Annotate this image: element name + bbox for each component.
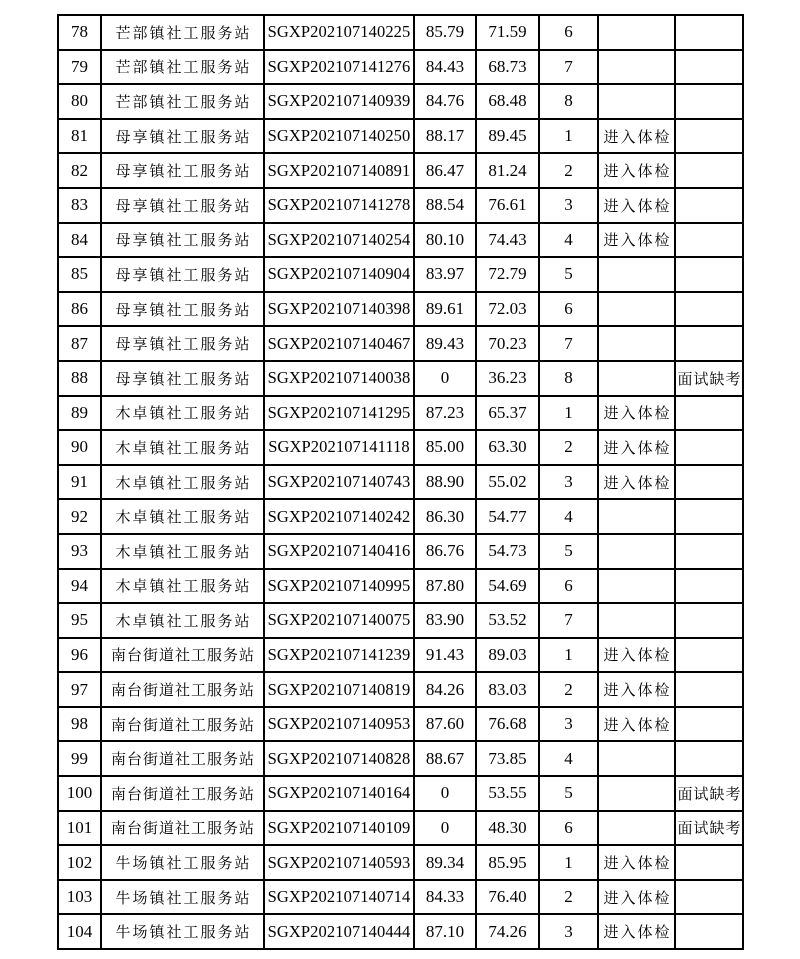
table-row — [58, 188, 743, 223]
table-row — [58, 292, 743, 327]
interview-score-cell: 88.54 — [414, 188, 476, 223]
station-name-cell: 母享镇社工服务站 — [101, 257, 264, 292]
interview-score-cell: 85.79 — [414, 15, 476, 50]
row-number-cell: 93 — [58, 534, 101, 569]
candidate-code-cell: SGXP202107140743 — [264, 465, 414, 500]
remark-cell — [675, 153, 743, 188]
interview-score-cell: 0 — [414, 811, 476, 846]
interview-score-cell: 89.61 — [414, 292, 476, 327]
station-name-cell: 牛场镇社工服务站 — [101, 880, 264, 915]
status-cell: 进入体检 — [598, 396, 675, 431]
interview-score-cell: 86.76 — [414, 534, 476, 569]
total-score-cell: 65.37 — [476, 396, 539, 431]
rank-cell: 7 — [539, 603, 598, 638]
interview-score-cell: 87.23 — [414, 396, 476, 431]
station-name-cell: 木卓镇社工服务站 — [101, 465, 264, 500]
candidate-code-cell: SGXP202107140416 — [264, 534, 414, 569]
rank-cell: 3 — [539, 188, 598, 223]
remark-cell — [675, 50, 743, 85]
total-score-cell: 85.95 — [476, 845, 539, 880]
total-score-cell: 72.79 — [476, 257, 539, 292]
table-row — [58, 326, 743, 361]
station-name-cell: 南台街道社工服务站 — [101, 776, 264, 811]
rank-cell: 5 — [539, 776, 598, 811]
status-cell: 进入体检 — [598, 430, 675, 465]
station-name-cell: 母享镇社工服务站 — [101, 223, 264, 258]
status-cell — [598, 15, 675, 50]
candidate-code-cell: SGXP202107140819 — [264, 672, 414, 707]
row-number-cell: 78 — [58, 15, 101, 50]
candidate-code-cell: SGXP202107140254 — [264, 223, 414, 258]
row-number-cell: 98 — [58, 707, 101, 742]
results-table-body — [58, 15, 743, 949]
table-row — [58, 396, 743, 431]
interview-score-cell: 87.10 — [414, 914, 476, 949]
candidate-code-cell: SGXP202107141276 — [264, 50, 414, 85]
table-row — [58, 776, 743, 811]
status-cell: 进入体检 — [598, 119, 675, 154]
status-cell — [598, 534, 675, 569]
remark-cell — [675, 84, 743, 119]
total-score-cell: 76.61 — [476, 188, 539, 223]
remark-cell — [675, 15, 743, 50]
station-name-cell: 木卓镇社工服务站 — [101, 396, 264, 431]
remark-cell: 面试缺考 — [675, 361, 743, 396]
candidate-code-cell: SGXP202107140225 — [264, 15, 414, 50]
status-cell — [598, 50, 675, 85]
table-row — [58, 15, 743, 50]
remark-cell — [675, 741, 743, 776]
candidate-code-cell: SGXP202107140714 — [264, 880, 414, 915]
interview-score-cell: 83.90 — [414, 603, 476, 638]
rank-cell: 8 — [539, 361, 598, 396]
total-score-cell: 70.23 — [476, 326, 539, 361]
row-number-cell: 81 — [58, 119, 101, 154]
status-cell — [598, 741, 675, 776]
interview-score-cell: 83.97 — [414, 257, 476, 292]
row-number-cell: 84 — [58, 223, 101, 258]
table-row — [58, 569, 743, 604]
rank-cell: 8 — [539, 84, 598, 119]
row-number-cell: 83 — [58, 188, 101, 223]
table-row — [58, 534, 743, 569]
table-row — [58, 845, 743, 880]
interview-score-cell: 0 — [414, 776, 476, 811]
table-row — [58, 257, 743, 292]
station-name-cell: 南台街道社工服务站 — [101, 707, 264, 742]
status-cell: 进入体检 — [598, 880, 675, 915]
table-row — [58, 811, 743, 846]
row-number-cell: 101 — [58, 811, 101, 846]
interview-score-cell: 88.17 — [414, 119, 476, 154]
total-score-cell: 89.45 — [476, 119, 539, 154]
table-row — [58, 361, 743, 396]
table-row — [58, 707, 743, 742]
total-score-cell: 83.03 — [476, 672, 539, 707]
results-table — [57, 14, 744, 950]
station-name-cell: 母享镇社工服务站 — [101, 188, 264, 223]
status-cell: 进入体检 — [598, 465, 675, 500]
interview-score-cell: 87.80 — [414, 569, 476, 604]
remark-cell — [675, 880, 743, 915]
row-number-cell: 91 — [58, 465, 101, 500]
remark-cell — [675, 499, 743, 534]
status-cell — [598, 811, 675, 846]
candidate-code-cell: SGXP202107140828 — [264, 741, 414, 776]
remark-cell — [675, 914, 743, 949]
candidate-code-cell: SGXP202107141278 — [264, 188, 414, 223]
candidate-code-cell: SGXP202107140467 — [264, 326, 414, 361]
table-row — [58, 50, 743, 85]
remark-cell — [675, 257, 743, 292]
candidate-code-cell: SGXP202107140109 — [264, 811, 414, 846]
remark-cell — [675, 188, 743, 223]
total-score-cell: 76.68 — [476, 707, 539, 742]
total-score-cell: 76.40 — [476, 880, 539, 915]
station-name-cell: 木卓镇社工服务站 — [101, 499, 264, 534]
row-number-cell: 97 — [58, 672, 101, 707]
station-name-cell: 南台街道社工服务站 — [101, 741, 264, 776]
status-cell — [598, 257, 675, 292]
rank-cell: 2 — [539, 430, 598, 465]
remark-cell — [675, 119, 743, 154]
rank-cell: 5 — [539, 257, 598, 292]
station-name-cell: 母享镇社工服务站 — [101, 292, 264, 327]
total-score-cell: 68.48 — [476, 84, 539, 119]
station-name-cell: 南台街道社工服务站 — [101, 638, 264, 673]
candidate-code-cell: SGXP202107140398 — [264, 292, 414, 327]
total-score-cell: 54.69 — [476, 569, 539, 604]
station-name-cell: 南台街道社工服务站 — [101, 672, 264, 707]
row-number-cell: 95 — [58, 603, 101, 638]
table-row — [58, 153, 743, 188]
station-name-cell: 牛场镇社工服务站 — [101, 914, 264, 949]
candidate-code-cell: SGXP202107140904 — [264, 257, 414, 292]
candidate-code-cell: SGXP202107140891 — [264, 153, 414, 188]
interview-score-cell: 85.00 — [414, 430, 476, 465]
station-name-cell: 木卓镇社工服务站 — [101, 569, 264, 604]
rank-cell: 3 — [539, 914, 598, 949]
table-row — [58, 741, 743, 776]
status-cell — [598, 499, 675, 534]
rank-cell: 7 — [539, 326, 598, 361]
remark-cell — [675, 638, 743, 673]
interview-score-cell: 84.43 — [414, 50, 476, 85]
remark-cell — [675, 707, 743, 742]
remark-cell — [675, 292, 743, 327]
row-number-cell: 82 — [58, 153, 101, 188]
table-row — [58, 603, 743, 638]
rank-cell: 4 — [539, 499, 598, 534]
interview-score-cell: 84.26 — [414, 672, 476, 707]
row-number-cell: 85 — [58, 257, 101, 292]
total-score-cell: 36.23 — [476, 361, 539, 396]
total-score-cell: 81.24 — [476, 153, 539, 188]
interview-score-cell: 91.43 — [414, 638, 476, 673]
total-score-cell: 68.73 — [476, 50, 539, 85]
remark-cell — [675, 396, 743, 431]
total-score-cell: 54.77 — [476, 499, 539, 534]
interview-score-cell: 88.67 — [414, 741, 476, 776]
station-name-cell: 母享镇社工服务站 — [101, 119, 264, 154]
interview-score-cell: 84.76 — [414, 84, 476, 119]
total-score-cell: 53.52 — [476, 603, 539, 638]
status-cell: 进入体检 — [598, 707, 675, 742]
row-number-cell: 103 — [58, 880, 101, 915]
remark-cell — [675, 603, 743, 638]
candidate-code-cell: SGXP202107140164 — [264, 776, 414, 811]
interview-score-cell: 80.10 — [414, 223, 476, 258]
status-cell: 进入体检 — [598, 672, 675, 707]
candidate-code-cell: SGXP202107140038 — [264, 361, 414, 396]
station-name-cell: 芒部镇社工服务站 — [101, 50, 264, 85]
interview-score-cell: 86.30 — [414, 499, 476, 534]
row-number-cell: 90 — [58, 430, 101, 465]
candidate-code-cell: SGXP202107141239 — [264, 638, 414, 673]
station-name-cell: 木卓镇社工服务站 — [101, 534, 264, 569]
row-number-cell: 80 — [58, 84, 101, 119]
station-name-cell: 牛场镇社工服务站 — [101, 845, 264, 880]
rank-cell: 4 — [539, 223, 598, 258]
rank-cell: 6 — [539, 569, 598, 604]
total-score-cell: 73.85 — [476, 741, 539, 776]
total-score-cell: 74.26 — [476, 914, 539, 949]
row-number-cell: 100 — [58, 776, 101, 811]
rank-cell: 2 — [539, 153, 598, 188]
table-row — [58, 499, 743, 534]
row-number-cell: 96 — [58, 638, 101, 673]
remark-cell — [675, 223, 743, 258]
status-cell — [598, 292, 675, 327]
interview-score-cell: 89.34 — [414, 845, 476, 880]
interview-score-cell: 0 — [414, 361, 476, 396]
station-name-cell: 母享镇社工服务站 — [101, 326, 264, 361]
table-row — [58, 84, 743, 119]
station-name-cell: 母享镇社工服务站 — [101, 153, 264, 188]
total-score-cell: 63.30 — [476, 430, 539, 465]
total-score-cell: 89.03 — [476, 638, 539, 673]
table-row — [58, 465, 743, 500]
rank-cell: 7 — [539, 50, 598, 85]
row-number-cell: 104 — [58, 914, 101, 949]
remark-cell — [675, 430, 743, 465]
remark-cell — [675, 465, 743, 500]
remark-cell — [675, 534, 743, 569]
station-name-cell: 芒部镇社工服务站 — [101, 84, 264, 119]
candidate-code-cell: SGXP202107140593 — [264, 845, 414, 880]
status-cell: 进入体检 — [598, 845, 675, 880]
remark-cell — [675, 326, 743, 361]
status-cell: 进入体检 — [598, 188, 675, 223]
total-score-cell: 71.59 — [476, 15, 539, 50]
status-cell — [598, 569, 675, 604]
total-score-cell: 72.03 — [476, 292, 539, 327]
row-number-cell: 99 — [58, 741, 101, 776]
remark-cell: 面试缺考 — [675, 811, 743, 846]
total-score-cell: 54.73 — [476, 534, 539, 569]
row-number-cell: 94 — [58, 569, 101, 604]
candidate-code-cell: SGXP202107140995 — [264, 569, 414, 604]
candidate-code-cell: SGXP202107140444 — [264, 914, 414, 949]
row-number-cell: 102 — [58, 845, 101, 880]
rank-cell: 1 — [539, 845, 598, 880]
rank-cell: 2 — [539, 672, 598, 707]
status-cell: 进入体检 — [598, 223, 675, 258]
interview-score-cell: 86.47 — [414, 153, 476, 188]
row-number-cell: 92 — [58, 499, 101, 534]
status-cell: 进入体检 — [598, 914, 675, 949]
remark-cell — [675, 845, 743, 880]
station-name-cell: 芒部镇社工服务站 — [101, 15, 264, 50]
status-cell — [598, 84, 675, 119]
remark-cell — [675, 672, 743, 707]
row-number-cell: 89 — [58, 396, 101, 431]
status-cell — [598, 603, 675, 638]
status-cell — [598, 326, 675, 361]
table-row — [58, 430, 743, 465]
status-cell — [598, 776, 675, 811]
table-row — [58, 119, 743, 154]
rank-cell: 1 — [539, 638, 598, 673]
interview-score-cell: 88.90 — [414, 465, 476, 500]
table-row — [58, 638, 743, 673]
candidate-code-cell: SGXP202107140953 — [264, 707, 414, 742]
total-score-cell: 55.02 — [476, 465, 539, 500]
candidate-code-cell: SGXP202107140242 — [264, 499, 414, 534]
table-row — [58, 223, 743, 258]
station-name-cell: 木卓镇社工服务站 — [101, 430, 264, 465]
candidate-code-cell: SGXP202107141295 — [264, 396, 414, 431]
rank-cell: 3 — [539, 707, 598, 742]
row-number-cell: 88 — [58, 361, 101, 396]
candidate-code-cell: SGXP202107140939 — [264, 84, 414, 119]
total-score-cell: 74.43 — [476, 223, 539, 258]
remark-cell — [675, 569, 743, 604]
rank-cell: 2 — [539, 880, 598, 915]
station-name-cell: 母享镇社工服务站 — [101, 361, 264, 396]
status-cell: 进入体检 — [598, 638, 675, 673]
interview-score-cell: 84.33 — [414, 880, 476, 915]
rank-cell: 1 — [539, 396, 598, 431]
row-number-cell: 87 — [58, 326, 101, 361]
table-row — [58, 672, 743, 707]
interview-score-cell: 87.60 — [414, 707, 476, 742]
remark-cell: 面试缺考 — [675, 776, 743, 811]
status-cell — [598, 361, 675, 396]
candidate-code-cell: SGXP202107140250 — [264, 119, 414, 154]
rank-cell: 6 — [539, 15, 598, 50]
total-score-cell: 48.30 — [476, 811, 539, 846]
row-number-cell: 86 — [58, 292, 101, 327]
candidate-code-cell: SGXP202107141118 — [264, 430, 414, 465]
row-number-cell: 79 — [58, 50, 101, 85]
rank-cell: 6 — [539, 292, 598, 327]
rank-cell: 4 — [539, 741, 598, 776]
interview-score-cell: 89.43 — [414, 326, 476, 361]
station-name-cell: 木卓镇社工服务站 — [101, 603, 264, 638]
status-cell: 进入体检 — [598, 153, 675, 188]
rank-cell: 3 — [539, 465, 598, 500]
table-row — [58, 880, 743, 915]
rank-cell: 6 — [539, 811, 598, 846]
candidate-code-cell: SGXP202107140075 — [264, 603, 414, 638]
table-row — [58, 914, 743, 949]
total-score-cell: 53.55 — [476, 776, 539, 811]
station-name-cell: 南台街道社工服务站 — [101, 811, 264, 846]
rank-cell: 5 — [539, 534, 598, 569]
rank-cell: 1 — [539, 119, 598, 154]
